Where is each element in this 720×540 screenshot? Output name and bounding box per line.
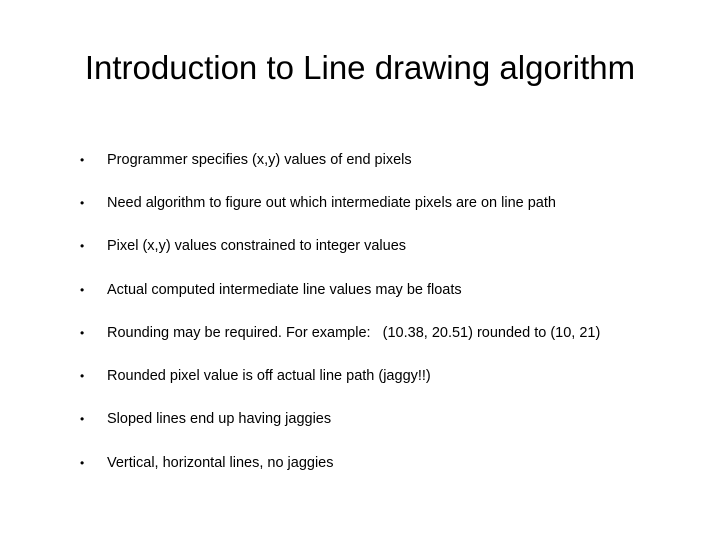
bullet-icon: •	[80, 455, 85, 470]
bullet-text: Rounded pixel value is off actual line path (jaggy!!)	[107, 368, 431, 385]
bullet-text: Rounding may be required. For example: (10.38, 20.51) rounded to (10, 21)	[107, 324, 601, 341]
bullet-icon: •	[80, 152, 85, 167]
bullet-icon: •	[80, 412, 85, 427]
bullet-item	[80, 441, 600, 484]
bullet-text: Pixel (x,y) values constrained to integer values	[107, 238, 407, 255]
bullet-icon: •	[80, 369, 85, 384]
bullet-icon: •	[80, 239, 85, 254]
bullet-item	[80, 398, 600, 441]
bullet-item	[80, 354, 600, 397]
bullet-text: Sloped lines end up having jaggies	[107, 411, 332, 428]
bullet-icon: •	[80, 195, 85, 210]
bullet-item	[80, 181, 600, 224]
bullet-text: Vertical, horizontal lines, no jaggies	[107, 454, 334, 471]
bullet-text: Need algorithm to figure out which intermediate pixels are on line path	[107, 194, 556, 211]
bullet-icon: •	[80, 282, 85, 297]
bullet-text: Programmer specifies (x,y) values of end pixels	[107, 151, 412, 168]
bullet-text: Actual computed intermediate line values may be floats	[107, 281, 462, 298]
bullet-item	[80, 268, 600, 311]
bullet-list	[80, 138, 600, 484]
slide-title: Introduction to Line drawing algorithm	[84, 49, 636, 86]
bullet-item	[80, 138, 600, 181]
bullet-item	[80, 311, 600, 354]
bullet-icon: •	[80, 325, 85, 340]
bullet-item	[80, 225, 600, 268]
